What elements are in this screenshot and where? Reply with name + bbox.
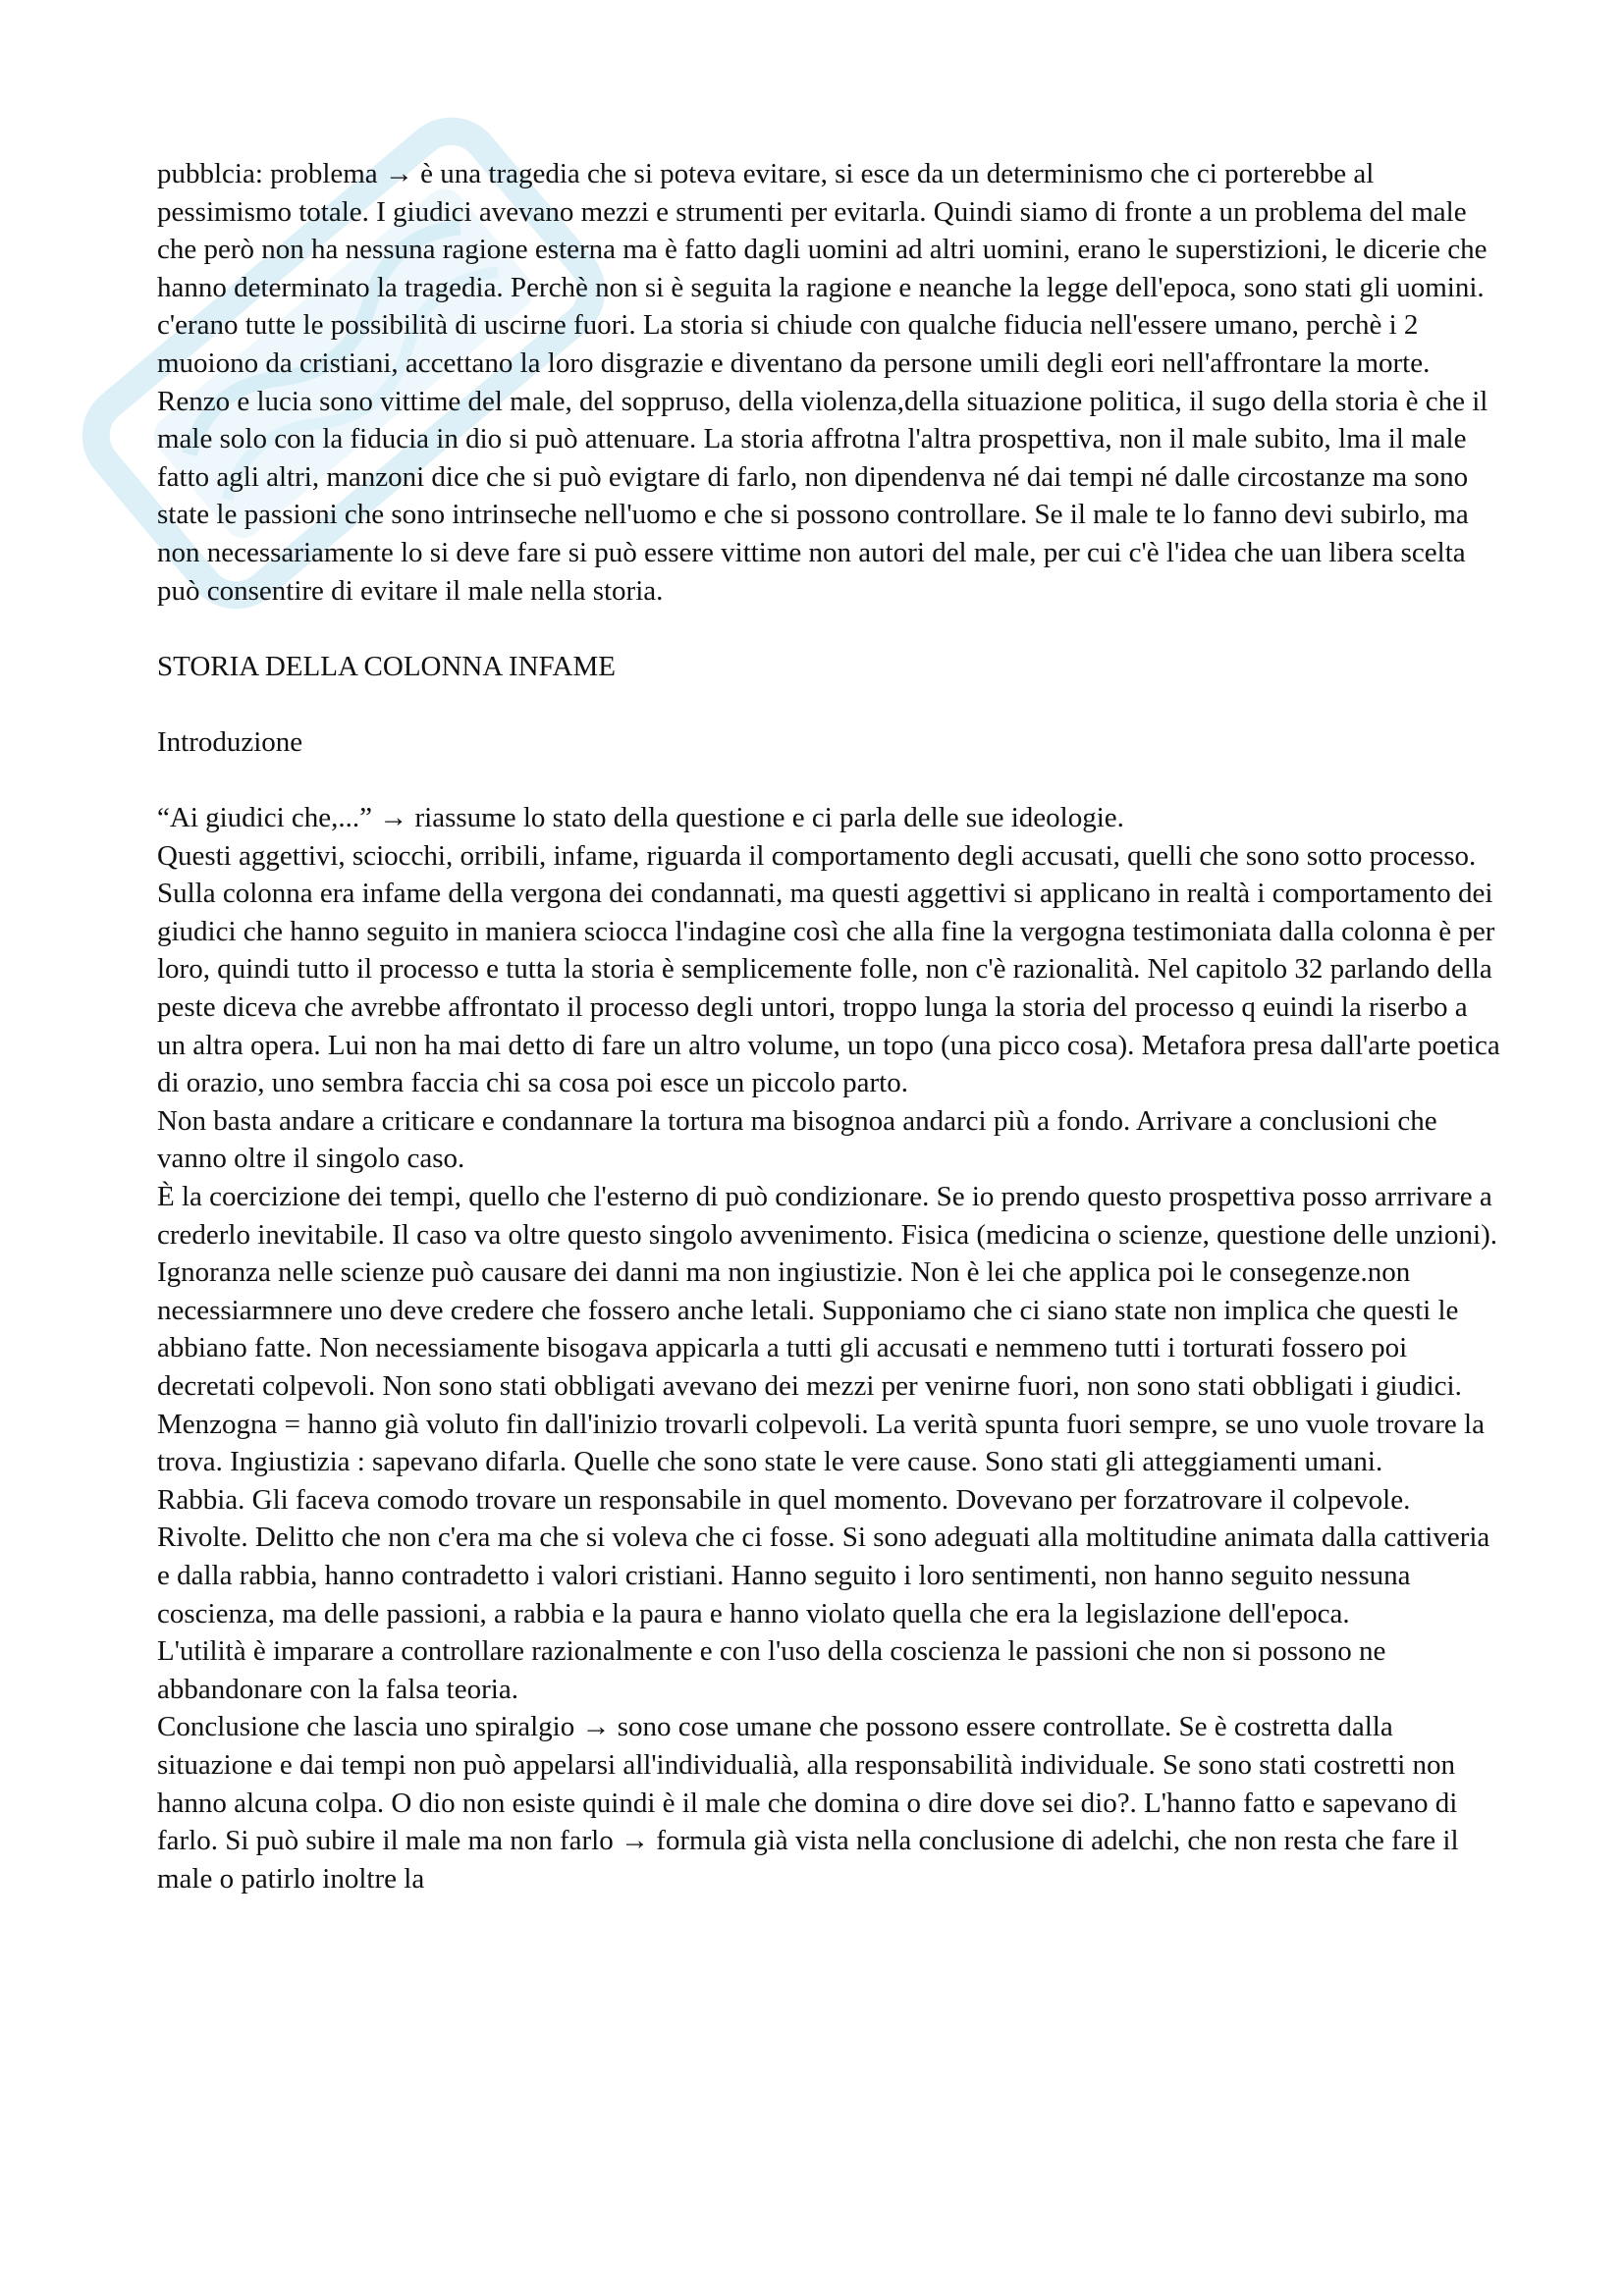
spacer [157,762,1502,800]
paragraph-quote: “Ai giudici che,...” → riassume lo stato della questione e ci parla delle sue ideologie. [157,802,1124,834]
section-heading: STORIA DELLA COLONNA INFAME [157,650,616,682]
document-body [157,155,1502,1897]
paragraph-torture: Non basta andare a criticare e condannare la tortura ma bisognoa andarci più a fondo. Arrivare a conclusioni che vanno oltre il singolo caso. [157,1104,1437,1175]
spacer [157,685,1502,723]
section-subheading: Introduzione [157,725,303,758]
paragraph-utility: L'utilità è imparare a controllare razionalmente e con l'uso della coscienza le passioni che non si possono ne abbandonare con la falsa teoria. [157,1635,1386,1705]
paragraph-conclusion: Conclusione che lascia uno spiralgio → sono cose umane che possono essere controllate. Se è costretta dalla situazione e dai tempi non può appelarsi all'individualià, alla responsabilità individuale. Se sono stati costretti non hanno alcuna colpa. O dio non esiste quindi è il male che domina o dire dove sei dio?. L'hanno fatto e sapevano di farlo. Si può subire il male ma non farlo → formula già vista nella conclusione di adelchi, che non resta che fare il male o patirlo inoltre la [157,1711,1459,1895]
paragraph-anger: Rabbia. Gli faceva comodo trovare un responsabile in quel momento. Dovevano per forzatrovare il colpevole. Rivolte. Delitto che non c'era ma che si voleva che ci fosse. Si sono adeguati alla moltitudine animata dalla cattiveria e dalla rabbia, hanno contradetto i valori cristiani. Hanno seguito i loro sentimenti, non hanno seguito nessuna coscienza, ma delle passioni, a rabbia e la paura e hanno violato quella che era la legislazione dell'epoca. [157,1483,1490,1629]
paragraph-intro: pubblcia: problema → è una tragedia che si poteva evitare, si esce da un determinismo che ci porterebbe al pessimismo totale. I giudici avevano mezzi e strumenti per evitarla. Quindi siamo di fronte a un problema del male che però non ha nessuna ragione esterna ma è fatto dagli uomini ad altri uomini, erano le superstizioni, le dicerie che hanno determinato la tragedia. Perchè non si è seguita la ragione e neanche la legge dell'epoca, sono stati gli uomini. c'erano tutte le possibilità di uscirne fuori. La storia si chiude con qualche fiducia nell'essere umano, perchè i 2 muoiono da cristiani, accettano la loro disgrazie e diventano da persone umili degli eori nell'affrontare la morte. Renzo e lucia sono vittime del male, del soppruso, della violenza,della situazione politica, il sugo della storia è che il male solo con la fiducia in dio si può attenuare. La storia affrotna l'altra prospettiva, non il male subito, lma il male fatto agli altri, manzoni dice che si può evigtare di farlo, non dipendenva né dai tempi né dalle circostanze ma sono state le passioni che sono intrinseche nell'uomo e che si possono controllare. Se il male te lo fanno devi subirlo, ma non necessariamente lo si deve fare si può essere vittime non autori del male, per cui c'è l'idea che uan libera scelta può consentire di evitare il male nella storia. [157,158,1488,607]
spacer [157,610,1502,648]
paragraph-coercion: È la coercizione dei tempi, quello che l'esterno di può condizionare. Se io prendo questo prospettiva posso arrrivare a crederlo inevitabile. Il caso va oltre questo singolo avvenimento. Fisica (medicina o scienze, questione delle unzioni). Ignoranza nelle scienze può causare dei danni ma non ingiustizie. Non è lei che applica poi le consegenze.non necessiarmnere uno deve credere che fossero anche letali. Supponiamo che ci siano state non implica che questi le abbiano fatte. Non necessiamente bisogava appicarla a tutti gli accusati e nemmeno tutti i torturati fossero poi decretati colpevoli. Non sono stati obbligati avevano dei mezzi per venirne fuori, non sono stati obbligati i giudici. Menzogna = hanno già voluto fin dall'inizio trovarli colpevoli. La verità spunta fuori sempre, se uno vuole trovare la trova. Ingiustizia : sapevano difarla. Quelle che sono state le vere cause. Sono stati gli atteggiamenti umani. [157,1181,1497,1478]
paragraph-adjectives: Questi aggettivi, sciocchi, orribili, infame, riguarda il comportamento degli accusati, quelli che sono sotto processo. Sulla colonna era infame della vergona dei condannati, ma questi aggettivi si applicano in realtà i comportamento dei giudici che hanno seguito in maniera sciocca l'indagine così che alla fine la vergogna testimoniata dalla colonna è per loro, quindi tutto il processo e tutta la storia è semplicemente folle, non c'è razionalità. Nel capitolo 32 parlando della peste diceva che avrebbe affrontato il processo degli untori, troppo lunga la storia del processo q euindi la riserbo a un altra opera. Lui non ha mai detto di fare un altro volume, un topo (una picco cosa). Metafora presa dall'arte poetica di orazio, uno sembra faccia chi sa cosa poi esce un piccolo parto. [157,839,1500,1099]
